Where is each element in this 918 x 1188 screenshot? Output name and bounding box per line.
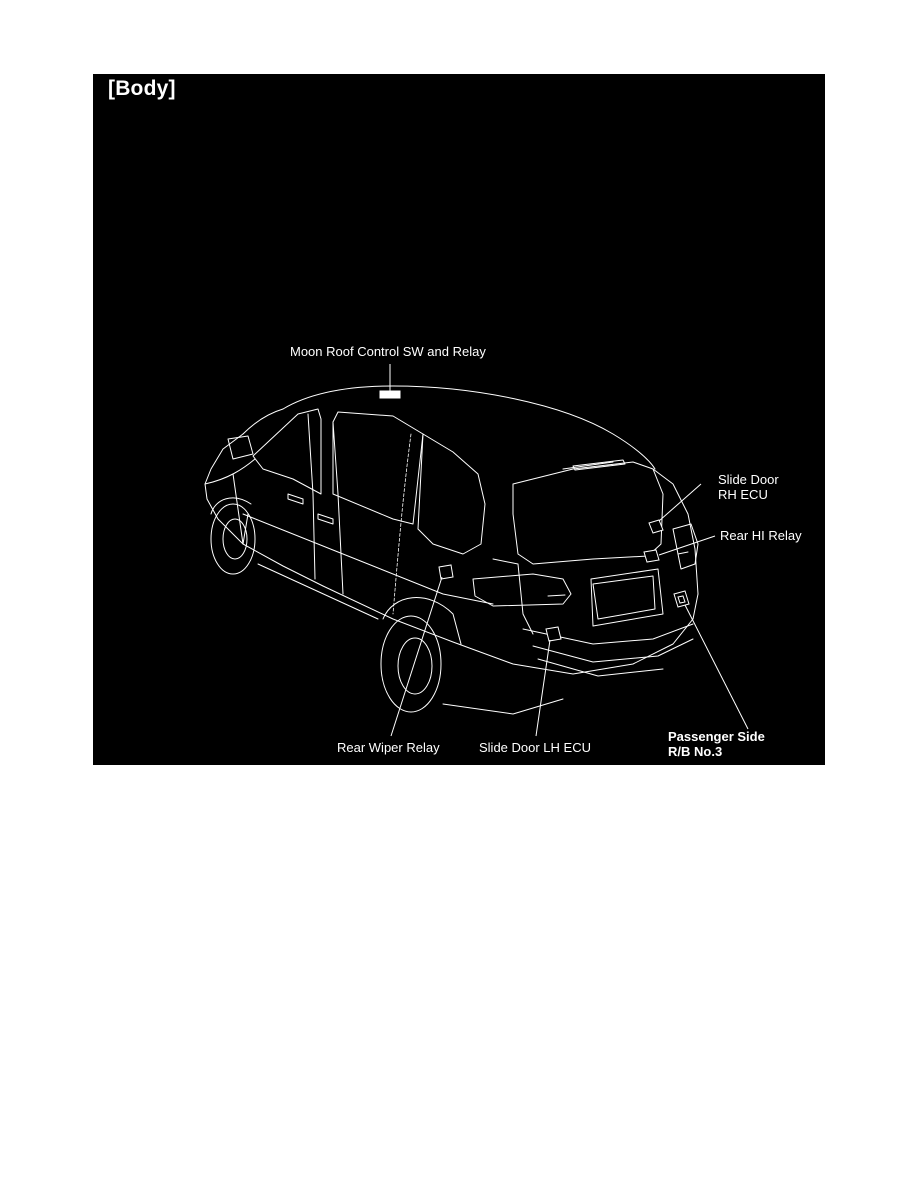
diagram-title: [Body] xyxy=(108,77,176,100)
leader-slide-door-lh xyxy=(536,640,550,736)
leader-slide-door-rh xyxy=(659,484,701,521)
van-outline xyxy=(205,386,698,714)
label-moon-roof: Moon Roof Control SW and Relay xyxy=(290,344,486,359)
slide-door-lh-ecu-component xyxy=(546,627,561,641)
diagram-panel xyxy=(93,74,825,765)
moon-roof-component xyxy=(380,391,400,398)
label-rear-hi-relay: Rear HI Relay xyxy=(720,528,802,543)
label-slide-door-rh-line2: RH ECU xyxy=(718,487,768,502)
label-passenger-side-line1: Passenger Side xyxy=(668,729,765,744)
rear-hi-relay-component xyxy=(644,550,659,562)
label-passenger-side xyxy=(668,729,765,759)
label-passenger-side-line2: R/B No.3 xyxy=(668,744,723,759)
label-rear-wiper-relay: Rear Wiper Relay xyxy=(337,740,440,755)
label-slide-door-rh xyxy=(718,472,779,502)
rear-wiper-relay-component xyxy=(439,565,453,579)
leader-passenger-side xyxy=(685,605,748,729)
label-slide-door-rh-line1: Slide Door xyxy=(718,472,779,487)
slide-door-rh-ecu-component xyxy=(649,520,663,533)
van-diagram xyxy=(93,74,825,765)
label-slide-door-lh: Slide Door LH ECU xyxy=(479,740,591,755)
